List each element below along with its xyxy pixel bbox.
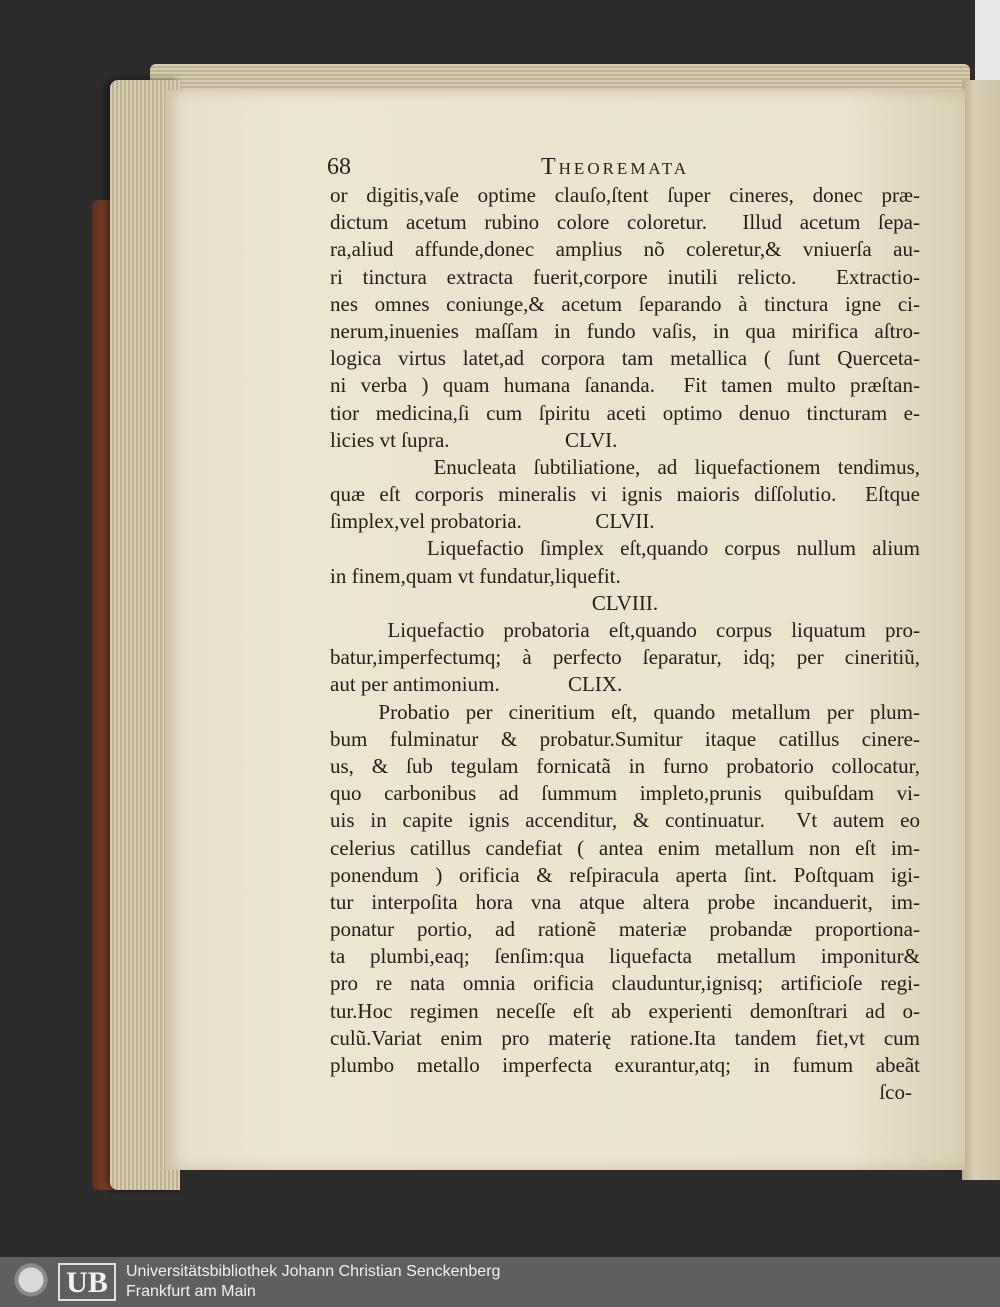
text-line: or digitis,vaſe optime clauſo,ſtent ſuper cineres, donec præ- <box>330 183 920 207</box>
text-line: celerius catillus candefiat ( antea enim metallum non eſt im- <box>330 835 920 860</box>
text-line: Probatio per cineritium eſt, quando metallum per plum- <box>330 699 920 724</box>
text-line: ponendum ) orificia & reſpiracula aperta ſint. Poſtquam igi- <box>330 862 920 887</box>
page-body-text <box>330 182 920 1106</box>
text-line: quo carbonibus ad ſummum impleto,prunis quibuſdam vi- <box>330 781 920 806</box>
text-line: in finem,quam vt fundatur,liquefit. <box>330 563 621 588</box>
library-name: Universitätsbibliothek Johann Christian Senckenberg <box>126 1263 501 1280</box>
text-line: us, & ſub tegulam fornicatã in furno probatorio collocatur, <box>330 753 920 778</box>
text-line: ra,aliud affunde,donec amplius nõ coleretur,& vniuerſa au- <box>330 237 920 262</box>
text-line: licies vt ſupra. CLVI. <box>330 427 618 452</box>
text-line: ni verba ) quam humana ſananda. Fit tamen multo præſtan- <box>330 373 920 398</box>
text-line: quæ eſt corporis mineralis vi ignis maioris diſſolutio. Eſtque <box>330 482 920 507</box>
text-line: CLVIII. <box>591 590 659 615</box>
text-line: ri tinctura extracta fuerit,corpore inutili relicto. Extractio- <box>330 264 920 289</box>
text-line: Liquefactio probatoria eſt,quando corpus liquatum pro- <box>330 618 920 642</box>
text-line: ponatur portio, ad rationẽ materiæ probandæ proportiona- <box>330 917 920 942</box>
text-line: bum fulminatur & probatur.Sumitur itaque catillus cinere- <box>330 726 920 751</box>
text-line: aut per antimonium. CLIX. <box>330 672 623 697</box>
text-line: ſco- <box>879 1080 912 1105</box>
text-line: Enucleata ſubtiliatione, ad liquefactionem tendimus, <box>330 454 920 479</box>
text-line: ta plumbi,eaq; ſenſim:qua liquefacta metallum imponitur& <box>330 944 920 969</box>
text-line: dictum acetum rubino colore coloretur. Illud acetum ſepa- <box>330 210 920 235</box>
text-line: logica virtus latet,ad corpora tam metallica ( ſunt Querceta- <box>330 346 920 371</box>
text-line: Liquefactio ſimplex eſt,quando corpus nullum alium <box>330 536 920 561</box>
text-line: batur,imperfectumq; à perfecto ſeparatur, idq; per cineritiũ, <box>330 645 920 670</box>
background-strip <box>975 0 1000 80</box>
running-title: Theoremata <box>541 154 690 180</box>
portrait-icon <box>6 1261 56 1303</box>
running-head <box>327 152 727 186</box>
text-line: pro re nata omnia orificia clauduntur,ignisq; artificioſe regi- <box>330 971 920 996</box>
text-line: culũ.Variat enim pro materię ratione.Ita tandem fiet,vt cum <box>330 1025 920 1050</box>
library-city: Frankfurt am Main <box>126 1283 256 1300</box>
text-line: tior medicina,ſi cum ſpiritu aceti optimo denuo tincturam e- <box>330 400 920 425</box>
text-line: tur.Hoc regimen neceſſe eſt ab experienti demonſtrari ad o- <box>330 998 920 1023</box>
library-footer <box>0 1257 1000 1307</box>
text-line: plumbo metallo imperfecta exurantur,atq; in fumum abeãt <box>330 1053 920 1077</box>
text-line: nes omnes coniunge,& acetum ſeparando à tinctura igne ci- <box>330 291 920 316</box>
text-line: uis in capite ignis accenditur, & continuatur. Vt autem eo <box>330 808 920 833</box>
text-line: ſimplex,vel probatoria. CLVII. <box>330 509 655 534</box>
library-logo[interactable] <box>6 1261 116 1303</box>
ub-logo-text: UB <box>58 1263 116 1301</box>
library-credit[interactable] <box>126 1262 500 1302</box>
facing-page-edge <box>962 80 1000 1180</box>
text-line: nerum,inuenies maſſam in fundo vaſis, in qua mirifica aſtro- <box>330 318 920 343</box>
text-line: tur interpoſita hora vna atque altera probe incanduerit, im- <box>330 889 920 914</box>
page-number: 68 <box>327 154 351 180</box>
